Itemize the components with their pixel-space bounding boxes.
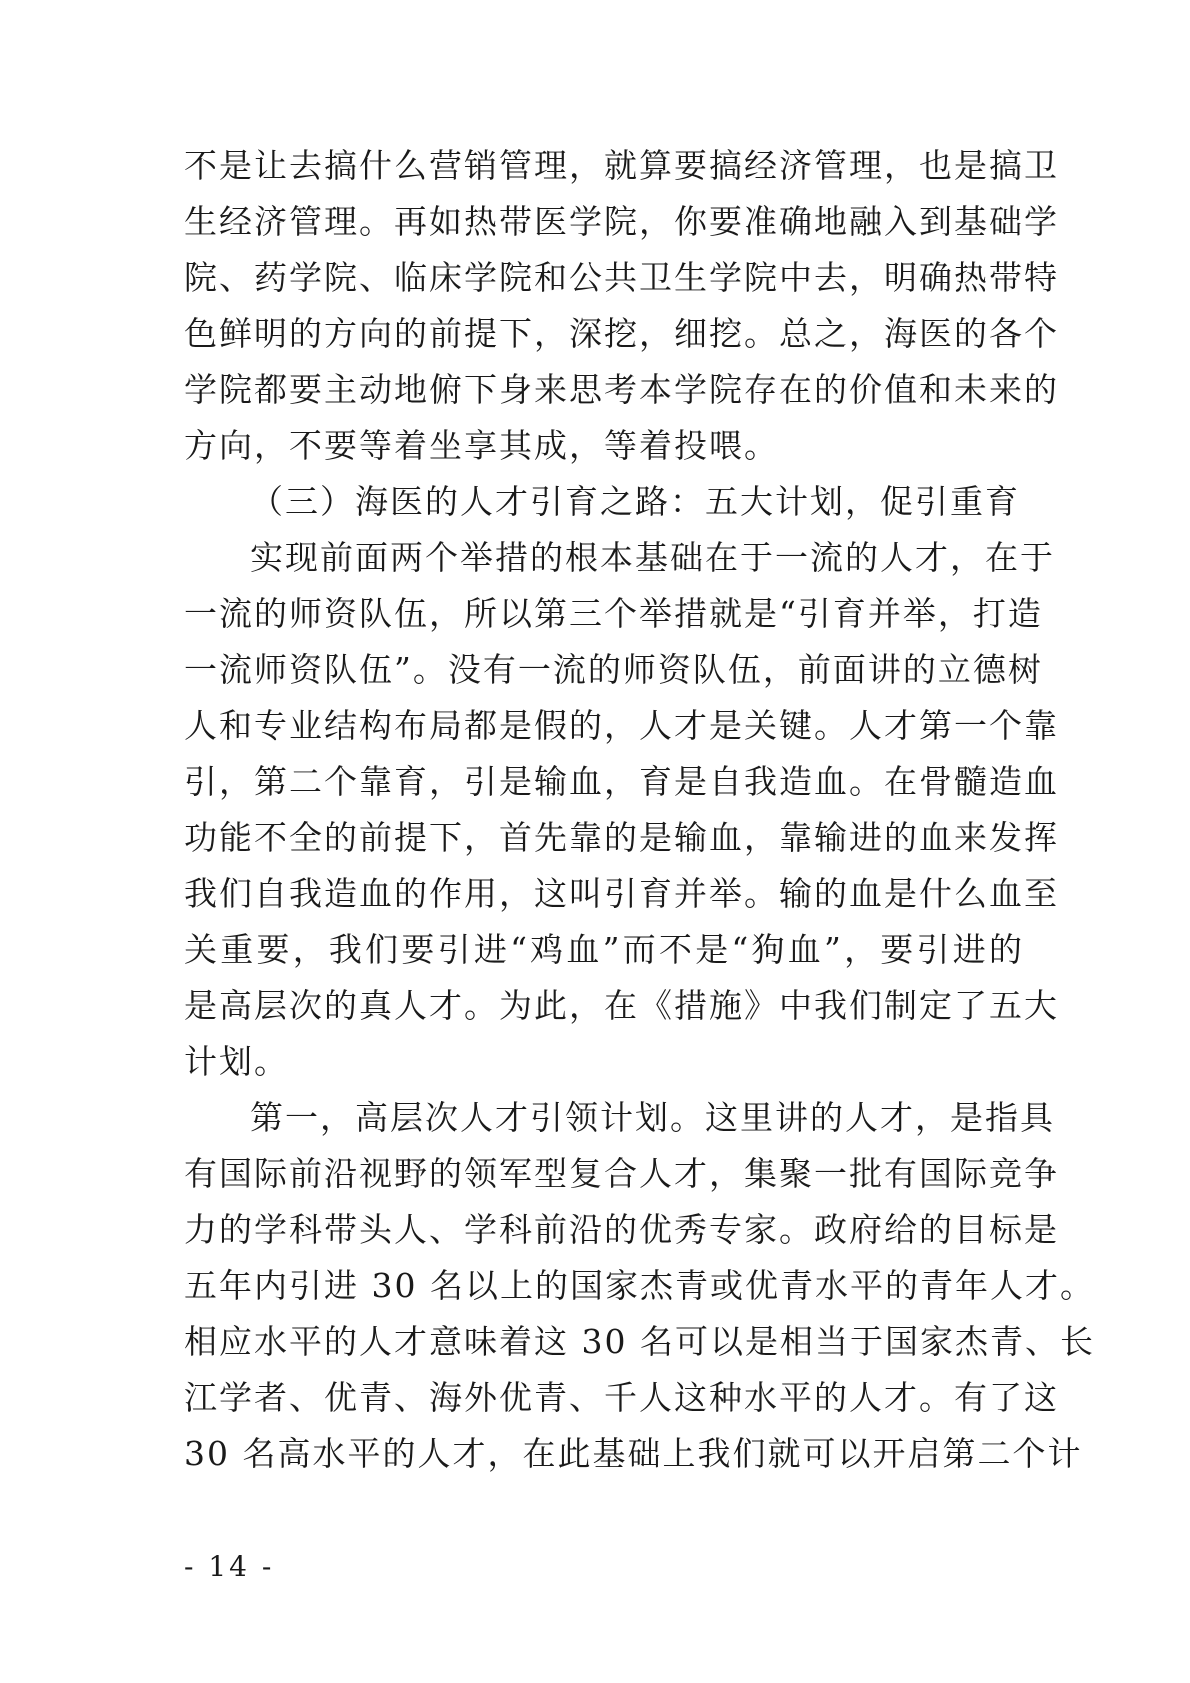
text-line: 江学者、优青、海外优青、千人这种水平的人才。有了这 <box>184 1378 1059 1417</box>
text-line: 我们自我造血的作用，这叫引育并举。输的血是什么血至 <box>184 874 1059 913</box>
text-line: 功能不全的前提下，首先靠的是输血，靠输进的血来发挥 <box>184 818 1059 857</box>
text-line: 力的学科带头人、学科前沿的优秀专家。政府给的目标是 <box>184 1210 1059 1249</box>
text-line: 第一，高层次人才引领计划。这里讲的人才，是指具 <box>250 1098 1055 1137</box>
text-line: 学院都要主动地俯下身来思考本学院存在的价值和未来的 <box>184 370 1059 409</box>
text-line: 30 名高水平的人才，在此基础上我们就可以开启第二个计 <box>184 1434 1083 1473</box>
text-line: 色鲜明的方向的前提下，深挖，细挖。总之，海医的各个 <box>184 314 1059 353</box>
text-line: 是高层次的真人才。为此，在《措施》中我们制定了五大 <box>184 986 1059 1025</box>
text-line: 一流的师资队伍，所以第三个举措就是“引育并举，打造 <box>184 594 1043 633</box>
text-line: 不是让去搞什么营销管理，就算要搞经济管理，也是搞卫 <box>184 146 1059 185</box>
text-line: 有国际前沿视野的领军型复合人才，集聚一批有国际竞争 <box>184 1154 1059 1193</box>
text-line: 实现前面两个举措的根本基础在于一流的人才，在于 <box>250 538 1055 577</box>
text-line: 院、药学院、临床学院和公共卫生学院中去，明确热带特 <box>184 258 1059 297</box>
text-line: 生经济管理。再如热带医学院，你要准确地融入到基础学 <box>184 202 1059 241</box>
text-line: 关重要，我们要引进“鸡血”而不是“狗血”，要引进的 <box>184 930 1024 969</box>
text-line: 五年内引进 30 名以上的国家杰青或优青水平的青年人才。 <box>184 1266 1095 1305</box>
text-line: 方向，不要等着坐享其成，等着投喂。 <box>184 426 779 465</box>
text-line: 人和专业结构布局都是假的，人才是关键。人才第一个靠 <box>184 706 1059 745</box>
text-line: 相应水平的人才意味着这 30 名可以是相当于国家杰青、长 <box>184 1322 1095 1361</box>
text-line: 计划。 <box>184 1042 289 1081</box>
text-line: 引，第二个靠育，引是输血，育是自我造血。在骨髓造血 <box>184 762 1059 801</box>
text-line: 一流师资队伍”。没有一流的师资队伍，前面讲的立德树 <box>184 650 1043 689</box>
section-heading: （三）海医的人才引育之路：五大计划，促引重育 <box>250 482 1020 521</box>
page-number: - 14 - <box>184 1550 275 1583</box>
